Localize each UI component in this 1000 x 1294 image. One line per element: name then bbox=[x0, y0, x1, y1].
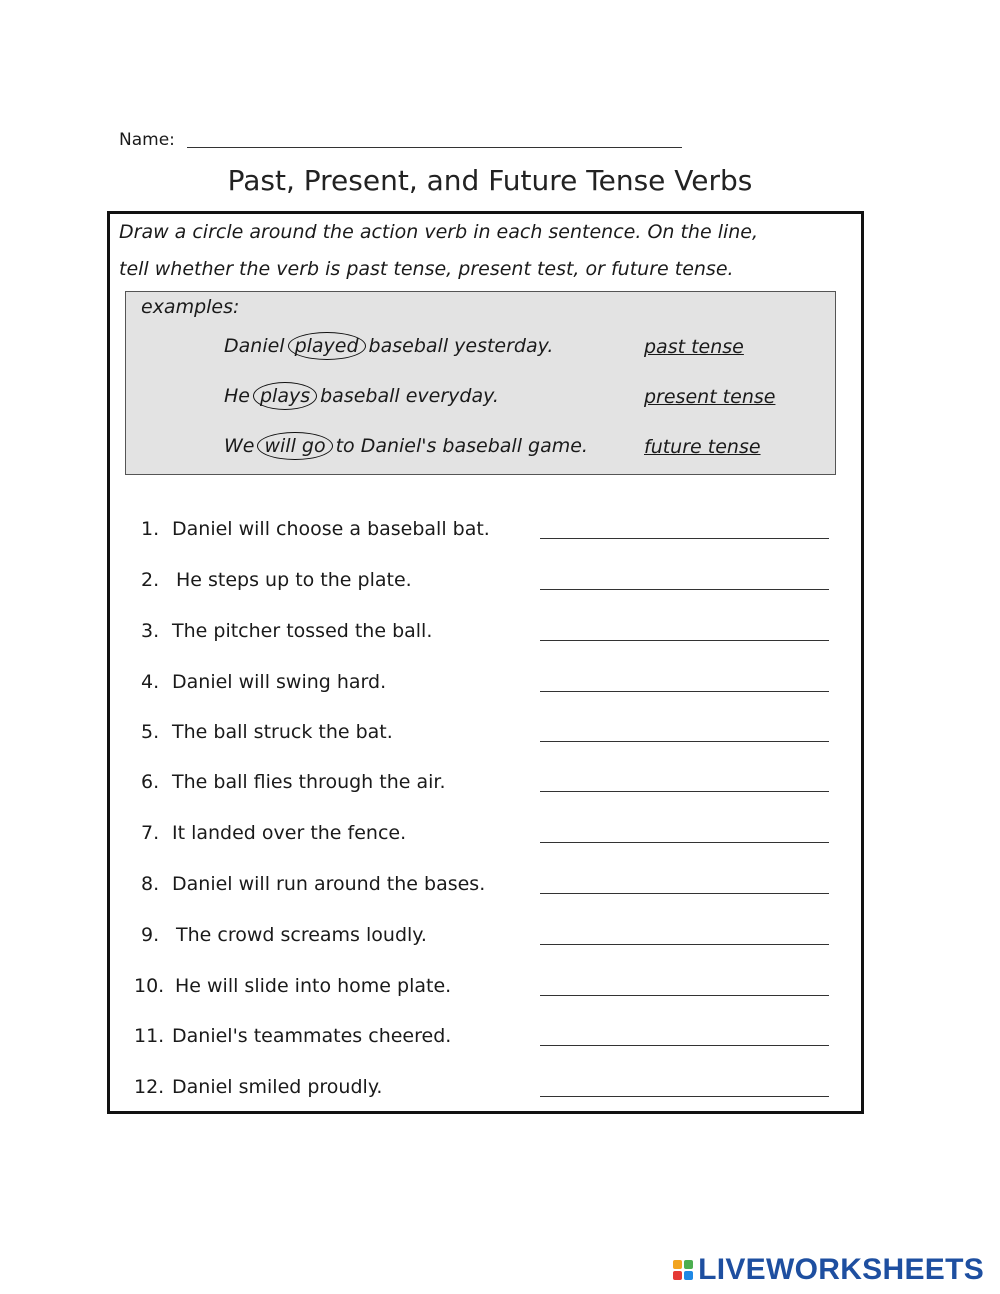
example-before: He bbox=[224, 385, 250, 407]
question-text: Daniel will run around the bases. bbox=[172, 873, 486, 895]
question-number: 6. bbox=[141, 771, 160, 793]
name-label: Name: bbox=[119, 130, 175, 150]
answer-line[interactable] bbox=[540, 995, 829, 996]
answer-line[interactable] bbox=[540, 1096, 829, 1097]
question-text: Daniel smiled proudly. bbox=[172, 1076, 383, 1098]
example-sentence bbox=[224, 332, 553, 360]
instructions-line-2: tell whether the verb is past tense, present test, or future tense. bbox=[119, 258, 734, 280]
example-after: baseball yesterday. bbox=[368, 335, 554, 357]
instructions-line-1: Draw a circle around the action verb in each sentence. On the line, bbox=[119, 221, 759, 243]
logo-text: LIVEWORKSHEETS bbox=[698, 1253, 984, 1286]
circled-verb: will go bbox=[257, 432, 332, 460]
answer-line[interactable] bbox=[540, 842, 829, 843]
answer-line[interactable] bbox=[540, 944, 829, 945]
answer-line[interactable] bbox=[540, 538, 829, 539]
circled-verb: played bbox=[288, 332, 366, 360]
question-text: The pitcher tossed the ball. bbox=[172, 620, 433, 642]
question-text: The ball flies through the air. bbox=[172, 771, 446, 793]
question-text: The crowd screams loudly. bbox=[176, 924, 427, 946]
question-text: It landed over the fence. bbox=[172, 822, 407, 844]
answer-line[interactable] bbox=[540, 893, 829, 894]
question-number: 4. bbox=[141, 671, 160, 693]
question-number: 2. bbox=[141, 569, 160, 591]
question-text: The ball struck the bat. bbox=[172, 721, 393, 743]
liveworksheets-logo bbox=[673, 1253, 984, 1287]
answer-line[interactable] bbox=[540, 640, 829, 641]
answer-line[interactable] bbox=[540, 1045, 829, 1046]
question-text: Daniel's teammates cheered. bbox=[172, 1025, 452, 1047]
examples-label: examples: bbox=[141, 296, 240, 318]
example-after: to Daniel's baseball game. bbox=[335, 435, 588, 457]
question-text: He will slide into home plate. bbox=[175, 975, 452, 997]
question-number: 11. bbox=[134, 1025, 165, 1047]
example-sentence bbox=[224, 432, 588, 460]
example-sentence bbox=[224, 382, 499, 410]
answer-line[interactable] bbox=[540, 791, 829, 792]
example-answer: past tense bbox=[644, 336, 744, 358]
question-number: 10. bbox=[134, 975, 165, 997]
worksheet-title: Past, Present, and Future Tense Verbs bbox=[227, 164, 753, 197]
example-answer: future tense bbox=[644, 436, 761, 458]
question-number: 9. bbox=[141, 924, 160, 946]
example-answer: present tense bbox=[644, 386, 776, 408]
logo-square bbox=[684, 1271, 693, 1280]
question-number: 1. bbox=[141, 518, 160, 540]
example-before: We bbox=[224, 435, 255, 457]
example-after: baseball everyday. bbox=[320, 385, 499, 407]
question-number: 8. bbox=[141, 873, 160, 895]
logo-square bbox=[673, 1271, 682, 1280]
question-text: He steps up to the plate. bbox=[176, 569, 412, 591]
answer-line[interactable] bbox=[540, 741, 829, 742]
answer-line[interactable] bbox=[540, 691, 829, 692]
question-text: Daniel will swing hard. bbox=[172, 671, 387, 693]
logo-squares-icon bbox=[673, 1260, 693, 1280]
circled-verb: plays bbox=[253, 382, 317, 410]
question-number: 5. bbox=[141, 721, 160, 743]
logo-square bbox=[684, 1260, 693, 1269]
logo-square bbox=[673, 1260, 682, 1269]
question-number: 3. bbox=[141, 620, 160, 642]
example-before: Daniel bbox=[224, 335, 285, 357]
answer-line[interactable] bbox=[540, 589, 829, 590]
question-text: Daniel will choose a baseball bat. bbox=[172, 518, 490, 540]
question-number: 12. bbox=[134, 1076, 165, 1098]
name-input-line[interactable] bbox=[187, 147, 682, 148]
question-number: 7. bbox=[141, 822, 160, 844]
